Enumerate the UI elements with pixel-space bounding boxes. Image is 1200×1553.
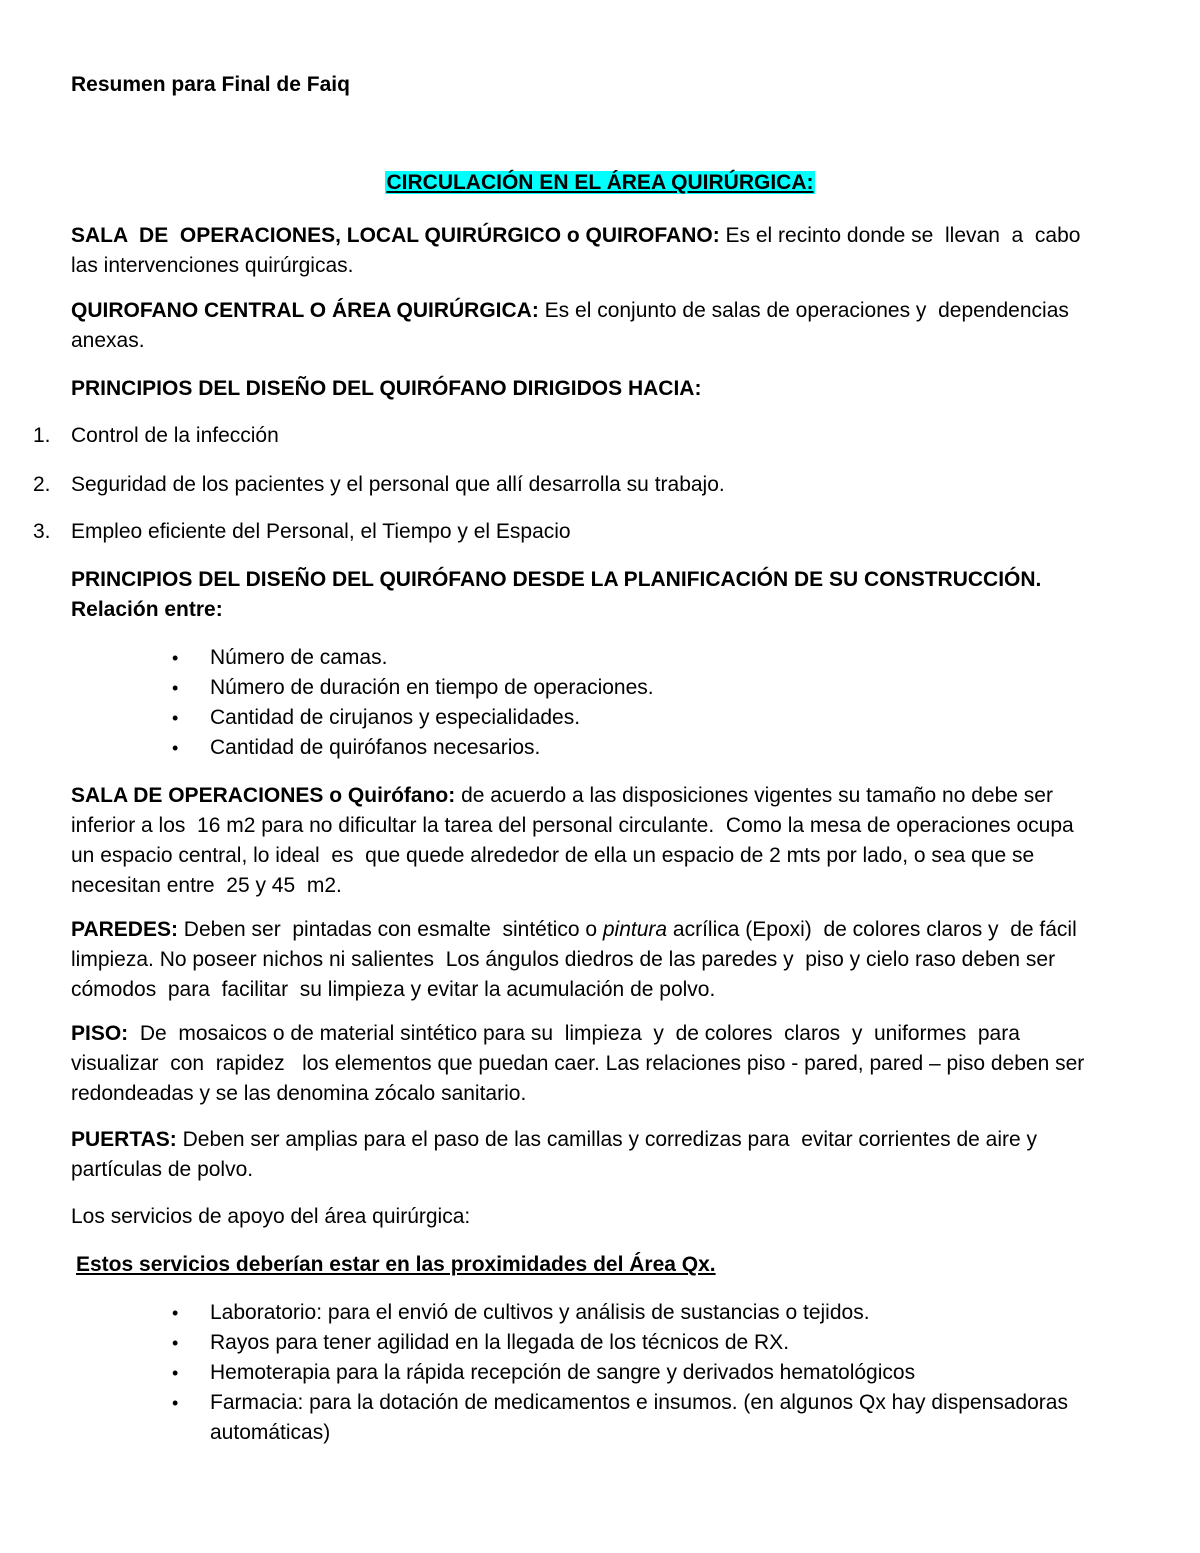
puertas-line-2: partículas de polvo. <box>71 1158 254 1181</box>
piso-label: PISO: <box>71 1022 129 1045</box>
list-item-text: Control de la infección <box>71 424 279 447</box>
list-item: Rayos para tener agilidad en la llegada de los técnicos de RX. <box>210 1331 790 1354</box>
list-item: Número de duración en tiempo de operaciones. <box>210 676 654 699</box>
paredes-label: PAREDES: <box>71 918 178 941</box>
list-item: Cantidad de cirujanos y especialidades. <box>210 706 581 729</box>
list-number: 1. <box>33 424 51 447</box>
bullet-icon: • <box>172 708 179 728</box>
central-label: QUIROFANO CENTRAL O ÁREA QUIRÚRGICA: <box>71 299 539 322</box>
sala-quirofano-line-3: un espacio central, lo ideal es que quede alrededor de ella un espacio de 2 mts por lado, o sea que se <box>71 844 1035 867</box>
puertas-label: PUERTAS: <box>71 1128 177 1151</box>
paragraph-piso <box>71 1019 1121 1109</box>
planificacion-subheading: Relación entre: <box>71 598 223 621</box>
list-item-text: Empleo eficiente del Personal, el Tiempo y el Espacio <box>71 520 571 543</box>
farmacia-line-2: automáticas) <box>210 1421 331 1444</box>
sala-quirofano-label: SALA DE OPERACIONES o Quirófano: <box>71 784 456 807</box>
bullet-icon: • <box>172 648 179 668</box>
paragraph-sala-definition <box>71 221 1121 281</box>
sala-text-2: las intervenciones quirúrgicas. <box>71 254 354 277</box>
paragraph-sala-quirofano <box>71 781 1121 901</box>
sala-quirofano-line-4: necesitan entre 25 y 45 m2. <box>71 874 342 897</box>
paredes-line-3: cómodos para facilitar su limpieza y evitar la acumulación de polvo. <box>71 978 716 1001</box>
paredes-text-b: acrílica (Epoxi) de colores claros y de fácil <box>667 918 1077 941</box>
central-line-1 <box>71 296 1121 326</box>
bullet-icon: • <box>172 1363 179 1383</box>
sala-label: SALA DE OPERACIONES, LOCAL QUIRÚRGICO o QUIROFANO: <box>71 224 720 247</box>
farmacia-line-1: Farmacia: para la dotación de medicamentos e insumos. (en algunos Qx hay dispensadoras <box>210 1391 1068 1414</box>
puertas-text-1: Deben ser amplias para el paso de las camillas y corredizas para evitar corrientes de aire y <box>176 1128 1038 1151</box>
central-text-1: Es el conjunto de salas de operaciones y dependencias <box>538 299 1069 322</box>
principios-heading: PRINCIPIOS DEL DISEÑO DEL QUIRÓFANO DIRIGIDOS HACIA: <box>71 377 702 400</box>
list-item-farmacia <box>210 1388 1110 1448</box>
sala-quirofano-line-1 <box>71 781 1121 811</box>
section-title: CIRCULACIÓN EN EL ÁREA QUIRÚRGICA: <box>386 171 814 194</box>
bullet-icon: • <box>172 738 179 758</box>
piso-line-2: visualizar con rapidez los elementos que puedan caer. Las relaciones piso - pared, pared – piso deben ser <box>71 1052 1085 1075</box>
servicios-heading: Estos servicios deberían estar en las proximidades del Área Qx. <box>76 1253 716 1276</box>
paredes-text-a: Deben ser pintadas con esmalte sintético o <box>177 918 603 941</box>
list-number: 2. <box>33 473 51 496</box>
bullet-icon: • <box>172 1333 179 1353</box>
list-item: Hemoterapia para la rápida recepción de sangre y derivados hematológicos <box>210 1361 916 1384</box>
list-item: Cantidad de quirófanos necesarios. <box>210 736 541 759</box>
list-item: Número de camas. <box>210 646 388 669</box>
sala-line-1 <box>71 221 1121 251</box>
bullet-icon: • <box>172 1303 179 1323</box>
paredes-line-1 <box>71 915 1121 945</box>
piso-text-1: De mosaicos o de material sintético para su limpieza y de colores claros y uniformes para <box>128 1022 1020 1045</box>
list-item: Laboratorio: para el envió de cultivos y análisis de sustancias o tejidos. <box>210 1301 870 1324</box>
paragraph-paredes <box>71 915 1121 1005</box>
paredes-italic: pintura <box>602 918 668 941</box>
planificacion-heading: PRINCIPIOS DEL DISEÑO DEL QUIRÓFANO DESDE LA PLANIFICACIÓN DE SU CONSTRUCCIÓN. <box>71 568 1042 591</box>
paragraph-puertas <box>71 1125 1121 1185</box>
list-number: 3. <box>33 520 51 543</box>
central-text-2: anexas. <box>71 329 145 352</box>
paragraph-quirofano-central <box>71 296 1121 356</box>
paredes-line-2: limpieza. No poseer nichos ni salientes Los ángulos diedros de las paredes y piso y cielo raso deben ser <box>71 948 1056 971</box>
sala-text-1: Es el recinto donde se llevan a cabo <box>719 224 1081 247</box>
servicios-intro: Los servicios de apoyo del área quirúrgica: <box>71 1205 471 1228</box>
sala-quirofano-line-2: inferior a los 16 m2 para no dificultar la tarea del personal circulante. Como la mesa de operaciones ocupa <box>71 814 1074 837</box>
section-title-container <box>0 168 1200 198</box>
piso-line-1 <box>71 1019 1121 1049</box>
bullet-icon: • <box>172 1393 179 1413</box>
piso-line-3: redondeadas y se las denomina zócalo sanitario. <box>71 1082 527 1105</box>
list-item-text: Seguridad de los pacientes y el personal que allí desarrolla su trabajo. <box>71 473 725 496</box>
bullet-icon: • <box>172 678 179 698</box>
sala-quirofano-text: de acuerdo a las disposiciones vigentes su tamaño no debe ser <box>455 784 1053 807</box>
document-title: Resumen para Final de Faiq <box>71 73 350 96</box>
puertas-line-1 <box>71 1125 1121 1155</box>
